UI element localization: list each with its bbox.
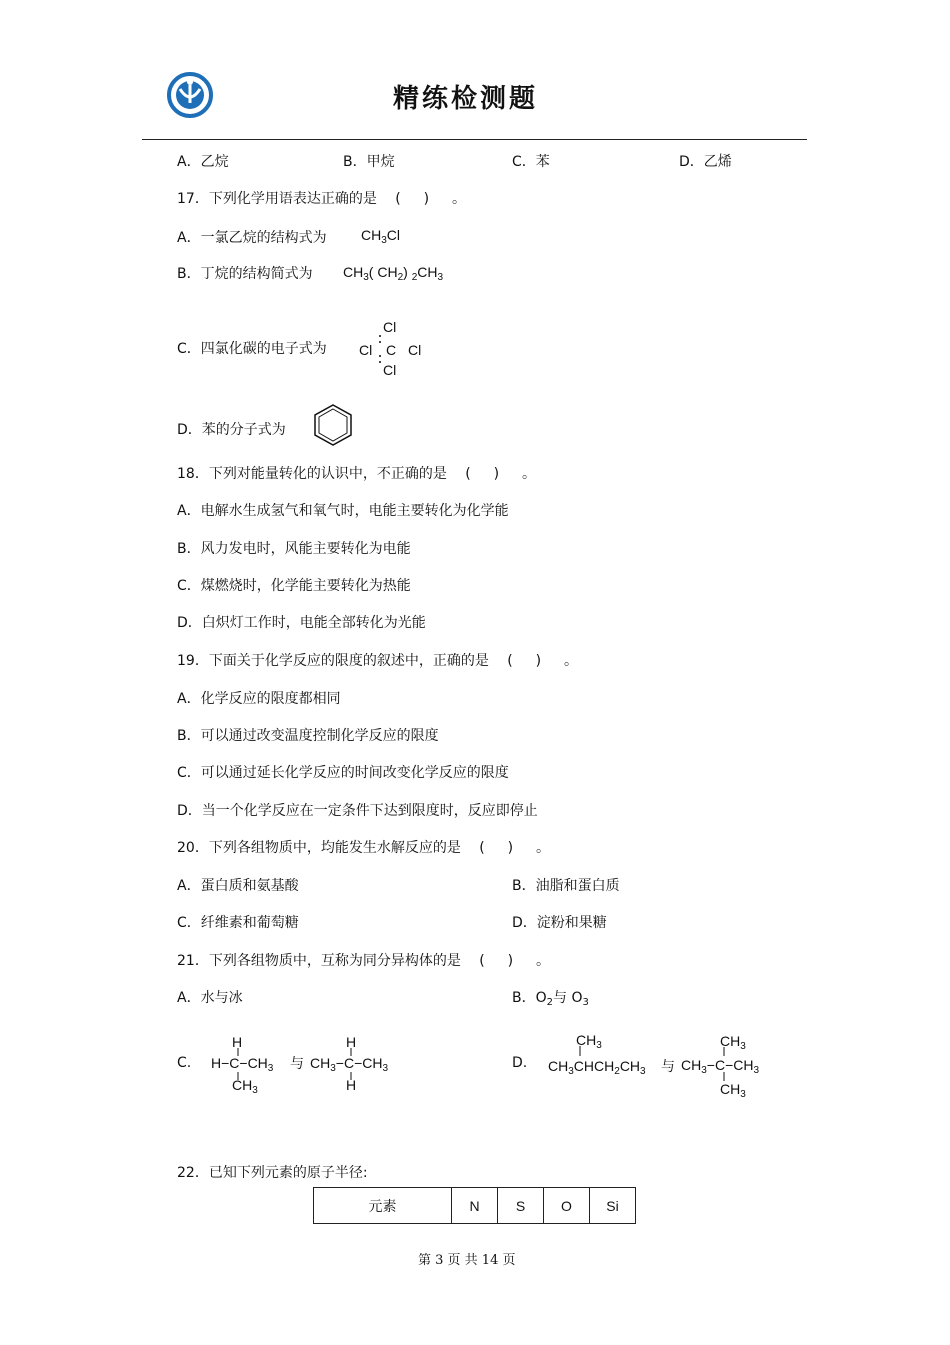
q18-option-d: D．白炽灯工作时，电能全部转化为光能 <box>177 615 426 631</box>
q18-stem: 18．下列对能量转化的认识中，不正确的是 ( ) 。 <box>177 466 536 482</box>
q17-c-cl-right: Cl <box>408 342 422 358</box>
q19-stem: 19．下面关于化学反应的限度的叙述中，正确的是 ( ) 。 <box>177 653 578 669</box>
q17-c-cl-bottom: Cl <box>383 362 397 378</box>
q19-option-b: B．可以通过改变温度控制化学反应的限度 <box>177 728 439 744</box>
q21-option-b: B．$O_2$与 $O_3$ <box>512 990 589 1008</box>
q21-c1-main: $H-C-CH_3$ <box>211 1055 274 1074</box>
q21-c1-h-top: H <box>232 1034 243 1050</box>
q22-stem: 22．已知下列元素的原子半径: <box>177 1165 368 1181</box>
q20-option-b: B．油脂和蛋白质 <box>512 878 620 894</box>
atomic-radius-table <box>313 1187 636 1224</box>
q21-d-yu: 与 <box>661 1059 675 1075</box>
header-title: 精练检测题 <box>393 84 539 114</box>
q20-option-d: D．淀粉和果糖 <box>512 915 607 931</box>
q20-stem: 20．下列各组物质中，均能发生水解反应的是 ( ) 。 <box>177 840 550 856</box>
q21-c1-ch3-bottom: $CH_3$ <box>232 1077 258 1096</box>
q18-option-a: A．电解水生成氢气和氧气时，电能主要转化为化学能 <box>177 503 509 519</box>
q21-option-a: A．水与冰 <box>177 990 243 1006</box>
q16-option-b: B．甲烷 <box>343 154 395 170</box>
table-cell: Si <box>590 1188 636 1224</box>
q17-option-a: A．一氯乙烷的结构式为 <box>177 230 327 246</box>
table-cell: O <box>544 1188 590 1224</box>
q21-c1-bonds <box>235 1048 241 1082</box>
q19-option-a: A．化学反应的限度都相同 <box>177 691 341 707</box>
logo-icon <box>166 71 214 119</box>
q17-c-cl-left: Cl <box>359 342 373 358</box>
page-footer: 第 3 页 共 14 页 <box>418 1253 516 1268</box>
q19-option-c: C．可以通过延长化学反应的时间改变化学反应的限度 <box>177 765 509 781</box>
q21-option-c-label: C. <box>177 1055 192 1071</box>
header-divider <box>142 139 807 140</box>
q20-option-c: C．纤维素和葡萄糖 <box>177 915 299 931</box>
q17-option-d: D．苯的分子式为 <box>177 422 286 438</box>
q17-electron-dots <box>376 334 406 364</box>
q21-d2-ch3-bottom: $CH_3$ <box>720 1081 746 1100</box>
table-row <box>314 1188 636 1224</box>
q17-b-formula: $CH_3$( $CH_2$) $_2CH_3$ <box>343 264 444 283</box>
q21-option-d-label: D. <box>512 1055 528 1071</box>
q21-d2-main: $CH_3-C-CH_3$ <box>681 1057 760 1076</box>
table-header-cell: 元素 <box>314 1188 452 1224</box>
q21-d1-main: $CH_3CHCH_2CH_3$ <box>548 1058 646 1077</box>
q16-option-d: D．乙烯 <box>679 154 732 170</box>
q17-option-c: C．四氯化碳的电子式为 <box>177 341 327 357</box>
q21-c2-h-top: H <box>346 1034 357 1050</box>
benzene-ring-icon <box>312 403 354 447</box>
q18-option-b: B．风力发电时，风能主要转化为电能 <box>177 541 411 557</box>
q21-d1-bond <box>577 1046 583 1060</box>
q16-option-c: C．苯 <box>512 154 550 170</box>
q18-option-c: C．煤燃烧时，化学能主要转化为热能 <box>177 578 411 594</box>
q21-d1-ch3-top: $CH_3$ <box>576 1032 602 1051</box>
q21-c2-bonds <box>348 1048 354 1082</box>
q17-c-cl-top: Cl <box>383 319 397 335</box>
q17-a-formula: $CH_3Cl$ <box>361 227 401 246</box>
q21-d2-ch3-top: $CH_3$ <box>720 1033 746 1052</box>
q16-option-a: A．乙烷 <box>177 154 229 170</box>
q17-c-center: C <box>386 342 397 358</box>
q21-c-yu: 与 <box>290 1056 304 1072</box>
q19-option-d: D．当一个化学反应在一定条件下达到限度时，反应即停止 <box>177 803 538 819</box>
q17-stem: 17．下列化学用语表达正确的是 ( ) 。 <box>177 191 466 207</box>
q20-option-a: A．蛋白质和氨基酸 <box>177 878 299 894</box>
q21-stem: 21．下列各组物质中，互称为同分异构体的是 ( ) 。 <box>177 953 550 969</box>
q17-option-b: B．丁烷的结构简式为 <box>177 266 313 282</box>
table-cell: S <box>498 1188 544 1224</box>
table-cell: N <box>452 1188 498 1224</box>
q21-d2-bonds <box>721 1047 727 1083</box>
q21-c2-main: $CH_3-C-CH_3$ <box>310 1055 389 1074</box>
q21-c2-h-bottom: H <box>346 1077 357 1093</box>
